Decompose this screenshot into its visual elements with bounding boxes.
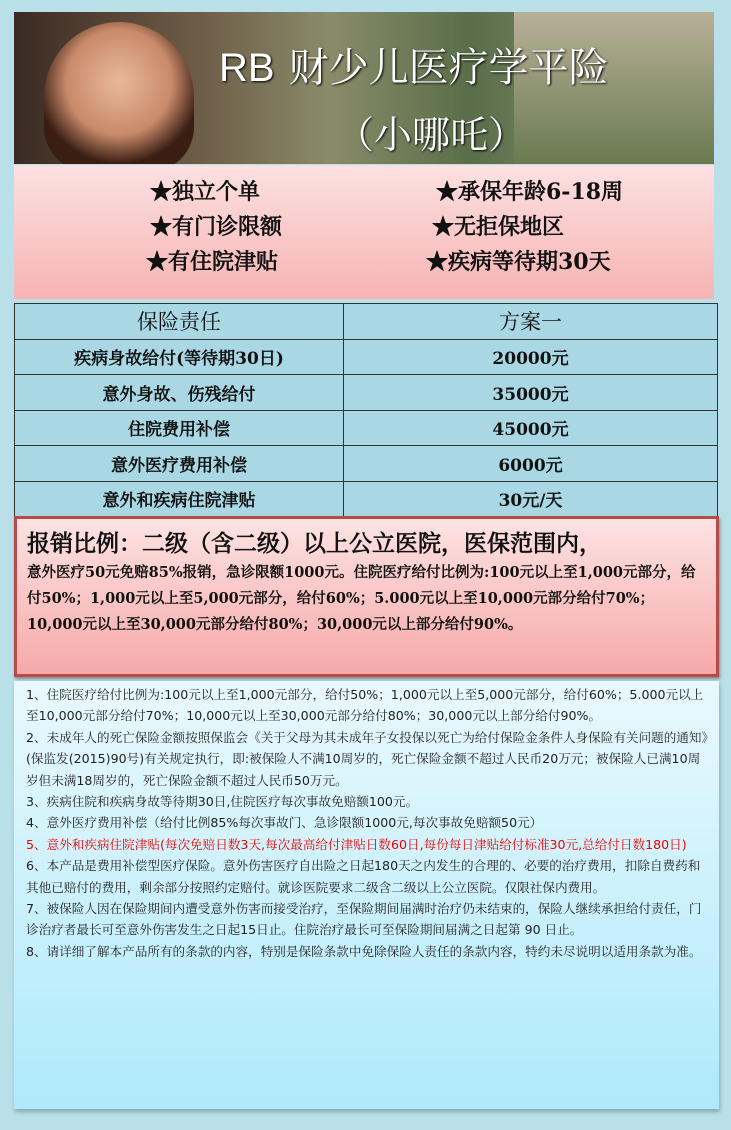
table-row — [15, 410, 718, 446]
product-title — [219, 36, 609, 93]
header-banner — [14, 12, 714, 164]
feature-item: ★无拒保地区 — [432, 214, 565, 240]
features-box — [14, 165, 714, 299]
coverage-amount: 20000元 — [344, 339, 718, 375]
brand-label: RB — [219, 46, 275, 90]
product-subtitle: （小哪吒） — [336, 113, 527, 157]
table-row — [15, 339, 718, 375]
table-row — [15, 375, 718, 411]
column-header: 方案一 — [344, 304, 718, 340]
coverage-amount: 45000元 — [344, 410, 718, 446]
note-item: 4、意外医疗费用补偿（给付比例85%每次事故门、急诊限额1000元,每次事故免赔额50元） — [26, 815, 543, 831]
table-header-row — [15, 304, 718, 340]
coverage-item: 疾病身故给付(等待期30日) — [15, 339, 344, 375]
notes-box — [14, 681, 719, 1109]
note-item: 2、未成年人的死亡保险金额按照保监会《关于父母为其未成年子女投保以死亡为给付保险金条件人身保险有关问题的通知》(保监发(2015)90号)有关规定执行，即:被保险人不满10周岁的，死亡保险金额不超过人民币20万元；被保险人已满10周岁但未满18周岁的，死亡保险金额不超过人民币50万元。 — [26, 729, 708, 788]
note-item: 7、被保险人因在保险期间内遭受意外伤害而接受治疗，至保险期间届满时治疗仍未结束的，保险人继续承担给付责任，门诊治疗者最长可至意外伤害发生之日起15日止。住院治疗最长可至保险期间届满之日起第 90 日止。 — [26, 901, 702, 938]
ratio-heading: 报销比例：二级（含二级）以上公立医院，医保范围内， — [27, 530, 602, 557]
table-row — [15, 481, 718, 517]
note-item: 8、请详细了解本产品所有的条款的内容，特别是保险条款中免除保险人责任的条款内容，特约未尽说明以适用条款为准。 — [26, 943, 702, 959]
coverage-item: 意外医疗费用补偿 — [15, 446, 344, 482]
table-row — [15, 446, 718, 482]
coverage-amount: 35000元 — [344, 375, 718, 411]
note-item: 6、本产品是费用补偿型医疗保险。意外伤害医疗自出险之日起180天之内发生的合理的、必要的治疗费用，扣除自费药和其他已赔付的费用，剩余部分按照约定赔付。就诊医院要求二级含二级以上公立医院。仅限社保内费用。 — [26, 858, 701, 895]
note-item: 1、住院医疗给付比例为:100元以上至1,000元部分，给付50%；1,000元以上至5,000元部分，给付60%；5.000元以上至10,000元部分给付70%；10,000元以上至30,000元部分给付80%；30,000元以上部分给付90%。 — [26, 687, 704, 724]
coverage-amount: 6000元 — [344, 446, 718, 482]
coverage-item: 住院费用补偿 — [15, 410, 344, 446]
reimbursement-ratio-box — [14, 516, 719, 677]
feature-item: ★独立个单 — [150, 179, 261, 205]
coverage-table — [14, 303, 718, 517]
coverage-item: 意外和疾病住院津贴 — [15, 481, 344, 517]
note-item: 3、疾病住院和疾病身故等待期30日,住院医疗每次事故免赔额100元。 — [26, 794, 419, 810]
ratio-body: 意外医疗50元免赔85%报销，急诊限额1000元。住院医疗给付比例为:100元以上至1,000元部分，给付50%；1,000元以上至5,000元部分，给付60%；5.000元以上至10,000元部分给付70%；10,000元以上至30,000元部分给付80%；30,000元以上部分给付90%。 — [27, 564, 696, 633]
title-text: 财少儿医疗学平险 — [288, 45, 609, 91]
note-item-highlight: 5、意外和疾病住院津贴(每次免赔日数3天,每次最高给付津贴日数60日,每份每日津贴给付标准30元,总给付日数180日) — [26, 836, 687, 852]
coverage-item: 意外身故、伤残给付 — [15, 375, 344, 411]
feature-item: ★疾病等待期30天 — [426, 249, 611, 275]
banner-character-image — [44, 22, 194, 164]
feature-item: ★有住院津贴 — [146, 249, 279, 275]
feature-item: ★有门诊限额 — [150, 214, 283, 240]
column-header: 保险责任 — [15, 304, 344, 340]
coverage-amount: 30元/天 — [344, 481, 718, 517]
feature-item: ★承保年龄6-18周 — [436, 179, 624, 205]
